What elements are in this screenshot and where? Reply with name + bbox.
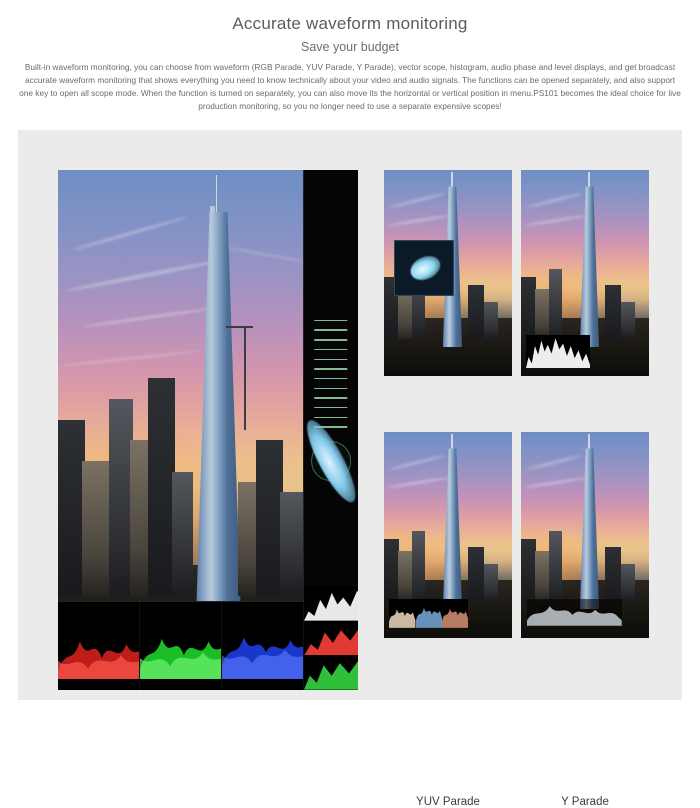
parade-y-trace xyxy=(389,599,415,628)
thumbnail-brightness-histogram[interactable] xyxy=(521,170,649,376)
building xyxy=(535,551,549,600)
crane-arm xyxy=(226,326,253,328)
parade-y-trace xyxy=(527,599,622,626)
histogram-row-luma xyxy=(304,586,358,621)
histogram-row-red xyxy=(304,621,358,656)
gallery-canvas xyxy=(18,130,682,808)
parade-green-trace xyxy=(140,625,222,680)
waveform-scope-panel xyxy=(303,170,358,586)
parade-red-trace xyxy=(58,625,140,680)
building xyxy=(484,302,498,339)
crane xyxy=(244,326,246,430)
building xyxy=(468,547,483,601)
histogram-curve-white xyxy=(304,586,358,621)
description-paragraph: Built-in waveform monitoring, you can choose from waveform (RGB Parade, YUV Parade, Y Parade), vector scope, histogram, audio phase and level displays, and get broadcast accurate waveform monitoring that shows everything you need to know technically about your video and audio signals. The functions can be opened separately, and also support one key to open all scope mode. When the function is turned on separately, you can also move its the horizontal or vertical position in menu.PS101 becomes the ideal choice for live production monitoring, so you no longer need to use a separate expensive scopes! xyxy=(19,62,681,111)
vectorscope-trace xyxy=(407,252,445,286)
building xyxy=(256,440,283,596)
tower-spire xyxy=(216,175,217,217)
histogram-curve-red xyxy=(304,621,358,656)
thumbnail-caption-y-parade: Y Parade xyxy=(561,796,609,808)
tower-spire xyxy=(451,172,452,188)
header xyxy=(0,0,700,112)
building xyxy=(280,492,304,596)
building xyxy=(621,564,635,601)
parade-u-channel xyxy=(416,599,442,628)
parade-u-trace xyxy=(416,599,442,628)
histogram-panel xyxy=(303,586,358,690)
histogram-curve-green xyxy=(304,655,358,690)
tower-spire xyxy=(588,434,589,450)
building xyxy=(384,539,399,601)
vectorscope-overlay xyxy=(394,240,454,296)
brightness-histogram-overlay xyxy=(526,335,590,368)
building xyxy=(398,289,412,338)
page-title: Accurate waveform monitoring xyxy=(232,14,468,33)
histogram-row-green xyxy=(304,655,358,690)
building xyxy=(58,420,85,597)
histogram-curve-white xyxy=(526,335,590,368)
main-screenshot xyxy=(58,170,358,690)
thumbnail-y-parade[interactable] xyxy=(521,432,649,638)
y-parade-overlay xyxy=(527,599,622,626)
parade-v-trace xyxy=(442,599,468,628)
building xyxy=(521,277,536,339)
parade-v-channel xyxy=(442,599,468,628)
parade-red-channel xyxy=(58,602,140,690)
parade-blue-channel xyxy=(222,602,304,690)
tower-spire xyxy=(451,434,452,450)
yuv-parade-overlay xyxy=(389,599,468,628)
building xyxy=(521,539,536,601)
thumbnail-vectorscope[interactable] xyxy=(384,170,512,376)
building xyxy=(82,461,112,596)
waveform-ladder xyxy=(314,320,347,428)
building xyxy=(549,531,562,601)
building xyxy=(605,547,620,601)
building xyxy=(172,472,193,597)
building xyxy=(549,269,562,339)
parade-y-channel xyxy=(389,599,415,628)
building xyxy=(621,302,635,339)
page-subtitle: Save your budget xyxy=(301,40,399,54)
parade-blue-trace xyxy=(222,625,304,680)
building xyxy=(468,285,483,339)
thumbnail-yuv-parade[interactable] xyxy=(384,432,512,638)
building xyxy=(535,289,549,338)
thumbnail-caption-yuv-parade: YUV Parade xyxy=(416,796,480,808)
building xyxy=(398,551,412,600)
building xyxy=(605,285,620,339)
building xyxy=(484,564,498,601)
rgb-parade xyxy=(58,601,304,690)
parade-green-channel xyxy=(140,602,222,690)
tower-spire xyxy=(588,172,589,188)
building xyxy=(148,378,175,596)
building xyxy=(412,531,425,601)
